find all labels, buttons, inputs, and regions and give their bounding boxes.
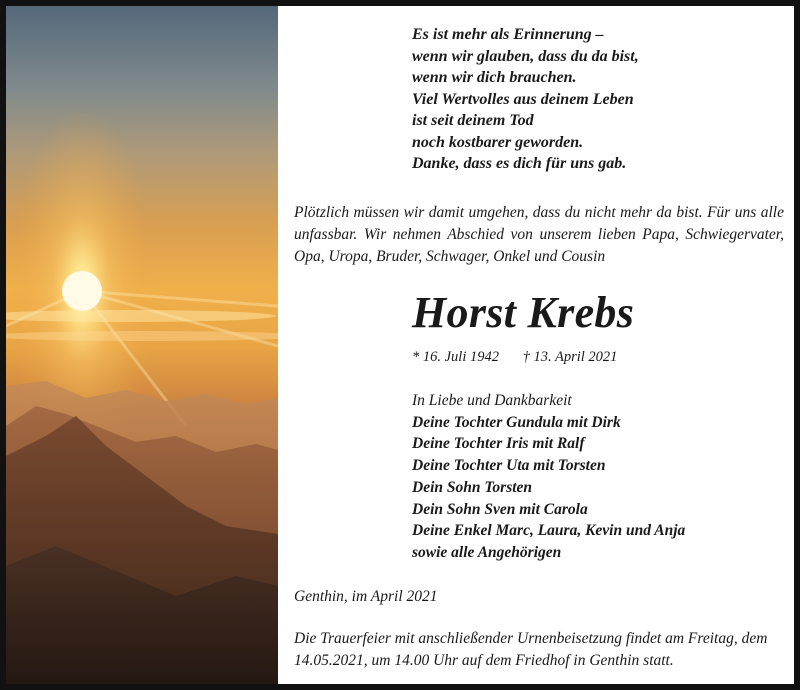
memorial-poem xyxy=(412,24,639,175)
mourner-line: Deine Tochter Gundula mit Dirk xyxy=(412,413,621,431)
mourner-line: Deine Enkel Marc, Laura, Kevin und Anja xyxy=(412,522,686,540)
sunset-mountain-photo xyxy=(6,6,278,684)
poem-line: Viel Wertvolles aus deinem Leben xyxy=(412,90,634,108)
poem-line: wenn wir dich brauchen. xyxy=(412,69,577,86)
poem-line: Es ist mehr als Erinnerung – xyxy=(412,26,604,43)
mourner-line: sowie alle Angehörigen xyxy=(412,543,562,561)
mourner-line: Deine Tochter Uta mit Torsten xyxy=(412,457,606,475)
notice-text-column xyxy=(294,6,790,684)
place-and-date: Genthin, im April 2021 xyxy=(294,588,438,605)
sunset-mountain-image xyxy=(6,6,278,684)
life-dates xyxy=(412,347,617,367)
mourners-intro: In Liebe und Dankbarkeit xyxy=(412,392,572,409)
poem-line: wenn wir glauben, dass du da bist, xyxy=(412,47,639,65)
funeral-information: Die Trauerfeier mit anschließender Urnenbeisetzung findet am Freitag, dem 14.05.2021, um 14.00 Uhr auf dem Friedhof in Genthin statt. xyxy=(294,630,768,669)
birth-date: * 16. Juli 1942 xyxy=(412,349,499,365)
mourner-line: Dein Sohn Torsten xyxy=(412,478,533,496)
announcement-paragraph: Plötzlich müssen wir damit umgehen, dass du nicht mehr da bist. Für uns alle unfassbar. Wir nehmen Abschied von unserem lieben Papa, Schwiegervater, Opa, Uropa, Bruder, Schwager, Onkel und Cousin xyxy=(294,204,784,265)
poem-line: ist seit deinem Tod xyxy=(412,112,534,129)
poem-line: Danke, dass es dich für uns gab. xyxy=(412,155,627,172)
mourner-line: Dein Sohn Sven mit Carola xyxy=(412,500,588,518)
poem-line: noch kostbarer geworden. xyxy=(412,133,584,151)
mourners-list xyxy=(412,390,685,564)
deceased-name: Horst Krebs xyxy=(412,288,635,337)
mourner-line: Deine Tochter Iris mit Ralf xyxy=(412,435,585,453)
death-date: † 13. April 2021 xyxy=(522,349,618,365)
